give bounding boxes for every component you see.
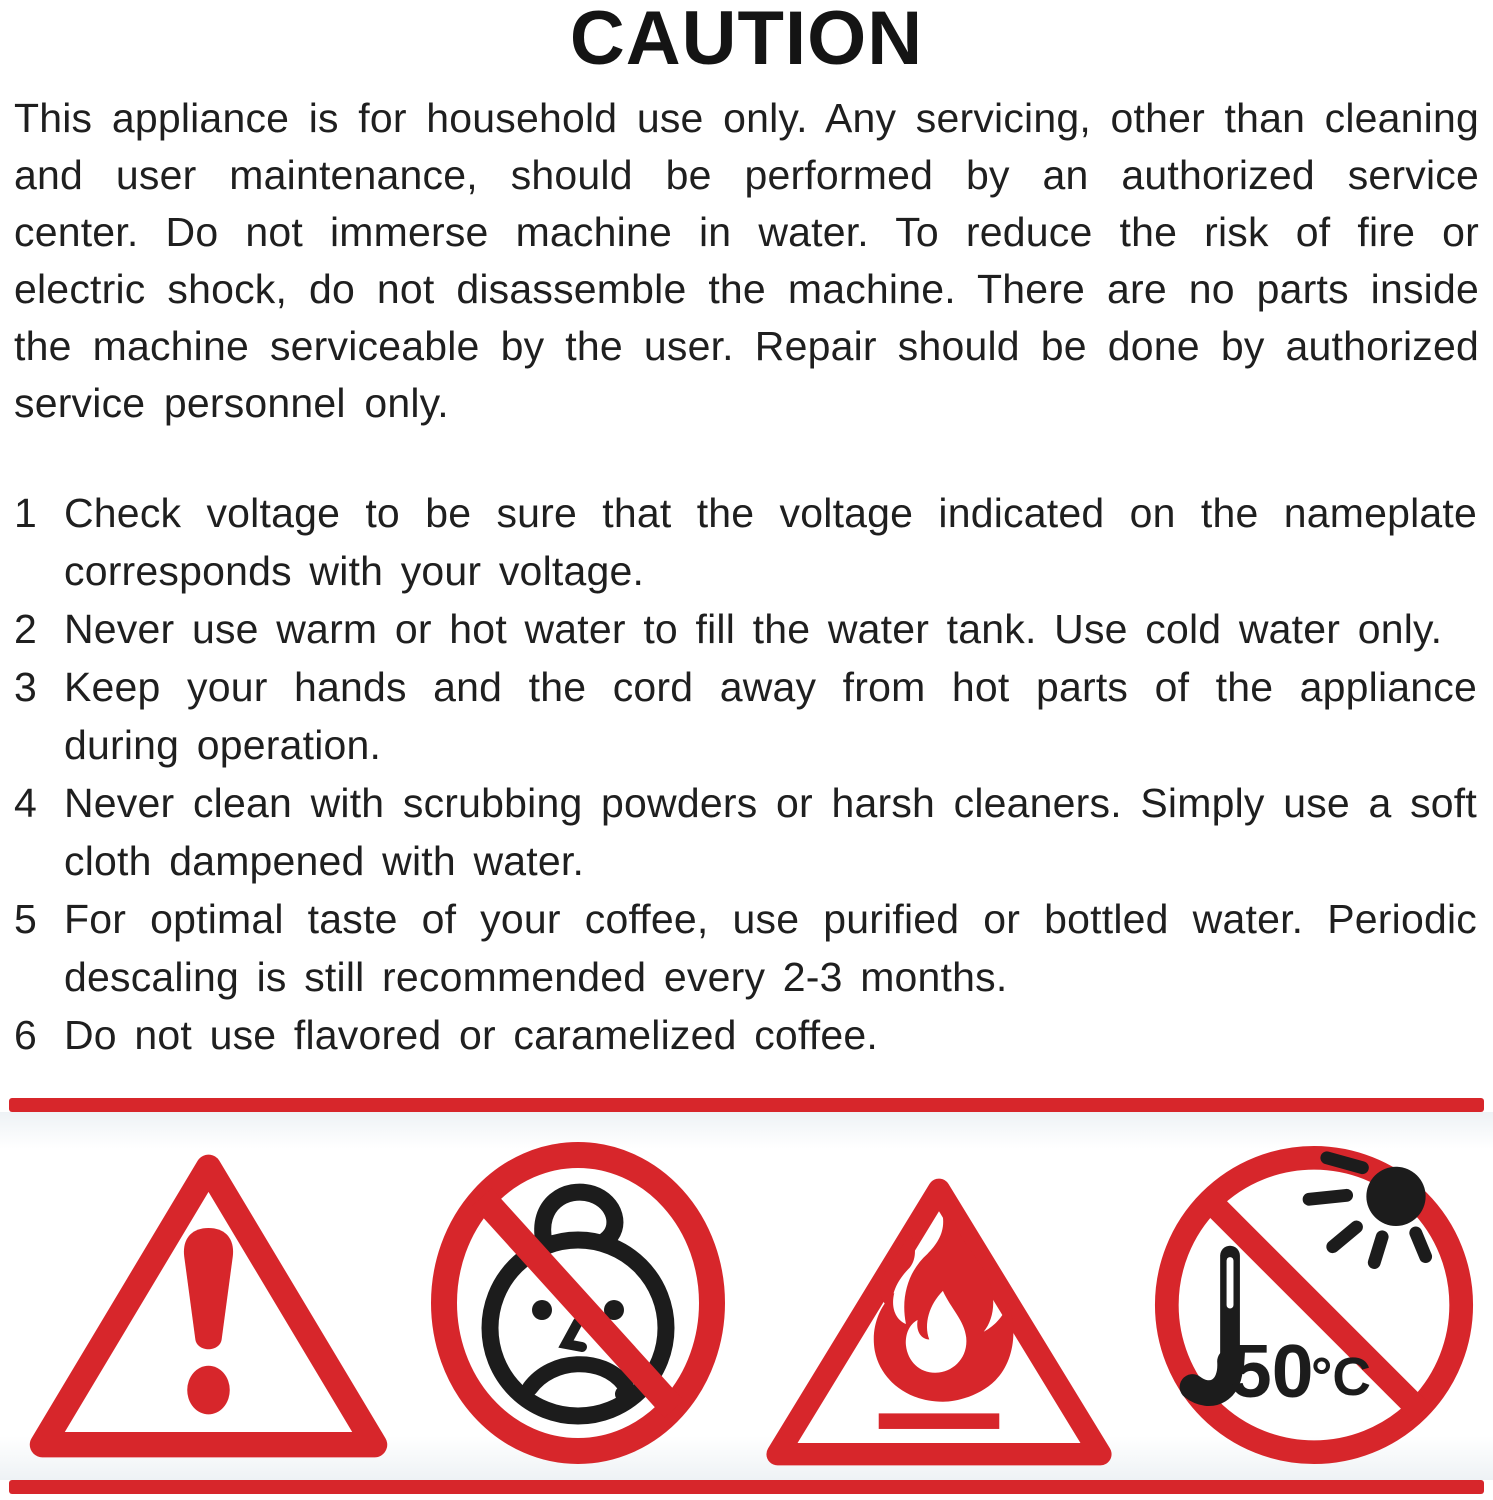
item-number: 2: [14, 606, 37, 652]
temperature-unit: °C: [1311, 1347, 1371, 1407]
list-item: [14, 658, 1477, 774]
no-children-icon: [428, 1138, 728, 1468]
list-item: [14, 484, 1477, 600]
item-number: 1: [14, 490, 37, 536]
no-heat-50c-icon: [1151, 1142, 1477, 1468]
list-item: [14, 774, 1477, 890]
list-item: [14, 600, 1477, 658]
item-text: Keep your hands and the cord away from hot parts of the appliance during operation.: [64, 664, 1477, 768]
item-number: 3: [14, 664, 37, 710]
item-text: Do not use flavored or caramelized coffee.: [64, 1012, 878, 1058]
item-text: Check voltage to be sure that the voltage indicated on the nameplate corresponds with your voltage.: [64, 490, 1477, 594]
list-item: [14, 1006, 1477, 1064]
item-number: 6: [14, 1012, 37, 1058]
page-title: CAUTION: [569, 0, 924, 81]
instruction-list: [14, 484, 1477, 1064]
item-number: 5: [14, 896, 37, 942]
item-text: For optimal taste of your coffee, use purified or bottled water. Periodic descaling is still recommended every 2-3 months.: [64, 896, 1477, 1000]
band-bottom-rule: [9, 1480, 1484, 1494]
flammable-icon: [764, 1176, 1114, 1468]
sun-disc: [1366, 1167, 1425, 1226]
thermometer: [1192, 1256, 1230, 1394]
band-top-rule: [9, 1098, 1484, 1112]
item-number: 4: [14, 780, 37, 826]
warning-band: [0, 1098, 1493, 1494]
item-text: Never use warm or hot water to fill the water tank. Use cold water only.: [64, 606, 1443, 652]
intro-paragraph: This appliance is for household use only. Any servicing, other than cleaning and user maintenance, should be performed by an authorized service center. Do not immerse machine in water. To reduce the risk of fire or electric shock, do not disassemble the machine. There are no parts inside the machine serviceable by the user. Repair should be done by authorized service personnel only.: [14, 95, 1479, 426]
baby-nose: [566, 1322, 582, 1347]
temperature-value: 50: [1229, 1328, 1314, 1413]
flame-base-bar: [879, 1413, 1000, 1429]
baby-left-eye: [532, 1300, 552, 1320]
list-item: [14, 890, 1477, 1006]
baby-frown-mouth: [530, 1364, 627, 1394]
item-text: Never clean with scrubbing powders or harsh cleaners. Simply use a soft cloth dampened with water.: [64, 780, 1477, 884]
warning-icons-row: [0, 1112, 1493, 1480]
exclamation-dot: [187, 1366, 230, 1415]
general-warning-icon: [26, 1149, 391, 1468]
thermometer-bulb-hook: [1192, 1361, 1230, 1393]
